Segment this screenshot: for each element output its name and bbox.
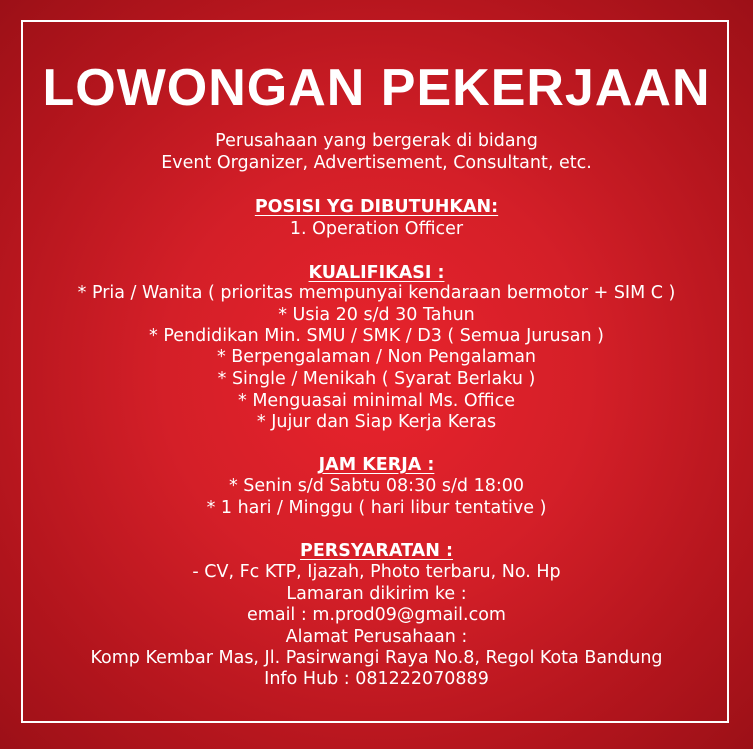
position-heading: POSISI YG DIBUTUHKAN:	[254, 197, 499, 217]
poster-title: LOWONGAN PEKERJAAN	[42, 59, 711, 117]
company-address: Komp Kembar Mas, Jl. Pasirwangi Raya No.8, Regol Kota Bandung	[90, 648, 663, 668]
requirement-item: Alamat Perusahaan :	[285, 627, 468, 647]
qualification-item: * Single / Menikah ( Syarat Berlaku )	[217, 369, 536, 389]
requirement-item: Lamaran dikirim ke :	[286, 584, 467, 604]
intro-line: Perusahaan yang bergerak di bidang	[215, 131, 538, 151]
qualification-item: * Pendidikan Min. SMU / SMK / D3 ( Semua Jurusan )	[149, 326, 604, 346]
contact-phone: Info Hub : 081222070889	[264, 669, 489, 689]
qualification-item: * Pria / Wanita ( prioritas mempunyai kendaraan bermotor + SIM C )	[77, 283, 676, 303]
work-hours-item: * Senin s/d Sabtu 08:30 s/d 18:00	[228, 476, 525, 496]
position-item: 1. Operation Officer	[289, 219, 464, 239]
qualification-item: * Jujur dan Siap Kerja Keras	[256, 412, 497, 432]
work-hours-item: * 1 hari / Minggu ( hari libur tentative )	[206, 498, 547, 518]
requirements-heading: PERSYARATAN :	[300, 541, 453, 561]
qualification-item: * Usia 20 s/d 30 Tahun	[278, 305, 475, 325]
qualifications-heading: KUALIFIKASI :	[308, 263, 445, 283]
qualification-item: * Berpengalaman / Non Pengalaman	[216, 347, 537, 367]
intro-line: Event Organizer, Advertisement, Consultant, etc.	[161, 153, 592, 173]
requirement-item: - CV, Fc KTP, Ijazah, Photo terbaru, No. Hp	[192, 562, 561, 582]
qualification-item: * Menguasai minimal Ms. Office	[238, 391, 515, 411]
work-hours-heading: JAM KERJA :	[318, 455, 435, 475]
contact-email: email : m.prod09@gmail.com	[247, 605, 506, 625]
